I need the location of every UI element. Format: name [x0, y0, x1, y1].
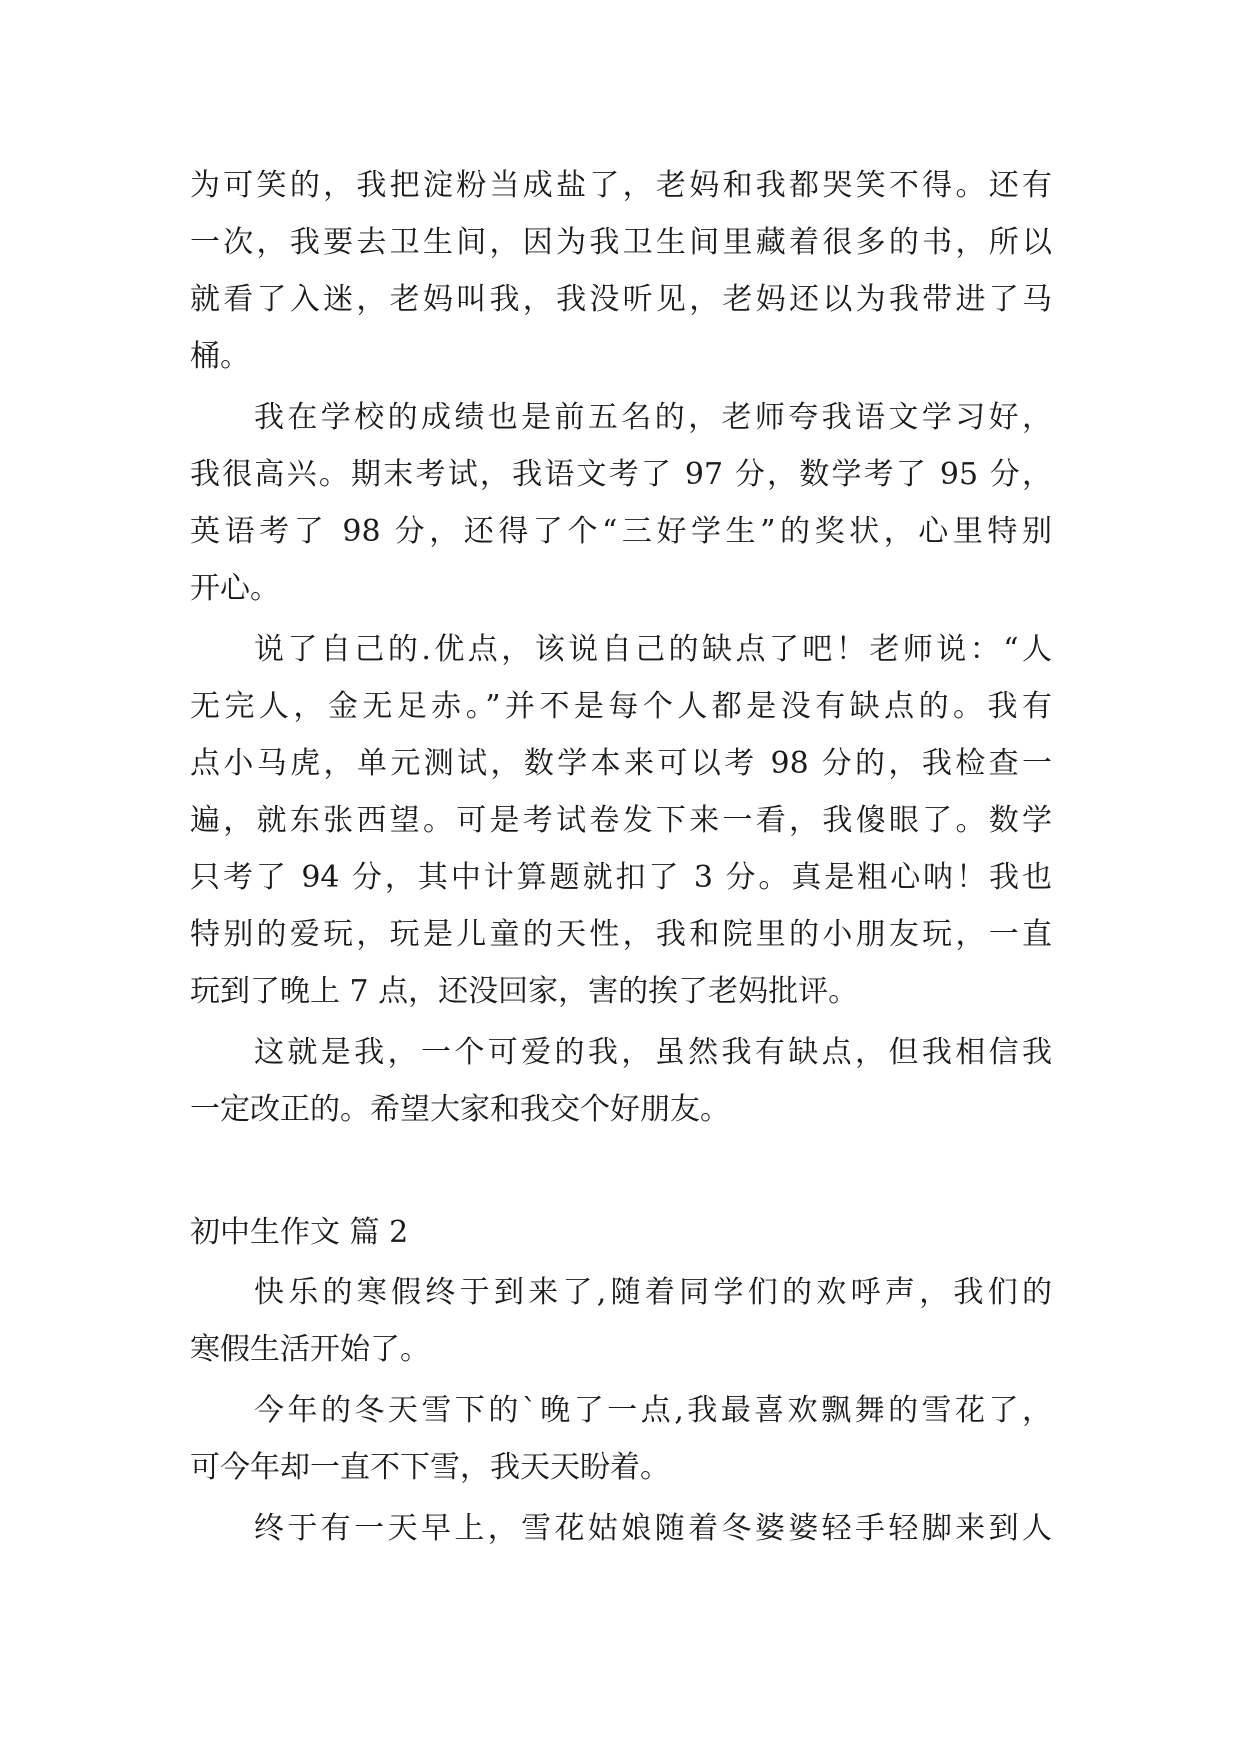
- paragraph-3-line-3: 点小马虎，单元测试，数学本来可以考 98 分的，我检查一: [190, 746, 1052, 781]
- paragraph-1-line-4: 桶。: [190, 339, 250, 374]
- section-paragraph-2-line-2: 可今年却一直不下雪，我天天盼着。: [190, 1450, 670, 1485]
- paragraph-3-line-4: 遍，就东张西望。可是考试卷发下来一看，我傻眼了。数学: [190, 803, 1052, 838]
- section-paragraph-3-line-1: 终于有一天早上，雪花姑娘随着冬婆婆轻手轻脚来到人: [254, 1511, 1052, 1546]
- paragraph-3-line-6: 特别的爱玩，玩是儿童的天性，我和院里的小朋友玩，一直: [190, 917, 1052, 952]
- section-paragraph-2-line-1: 今年的冬天雪下的`晚了一点,我最喜欢飘舞的雪花了，: [254, 1393, 1052, 1428]
- section-paragraph-1-line-1: 快乐的寒假终于到来了,随着同学们的欢呼声，我们的: [254, 1275, 1052, 1310]
- paragraph-2-line-4: 开心。: [190, 571, 280, 606]
- paragraph-3-line-2: 无完人，金无足赤。”并不是每个人都是没有缺点的。我有: [190, 689, 1052, 724]
- paragraph-3-line-7: 玩到了晚上 7 点，还没回家，害的挨了老妈批评。: [190, 974, 859, 1009]
- paragraph-1-line-3: 就看了入迷，老妈叫我，我没听见，老妈还以为我带进了马: [190, 282, 1052, 317]
- paragraph-2-line-3: 英语考了 98 分，还得了个“三好学生”的奖状，心里特别: [190, 514, 1052, 549]
- paragraph-4-line-1: 这就是我，一个可爱的我，虽然我有缺点，但我相信我: [254, 1035, 1052, 1070]
- paragraph-4-line-2: 一定改正的。希望大家和我交个好朋友。: [190, 1092, 730, 1127]
- paragraph-2-line-2: 我很高兴。期末考试，我语文考了 97 分，数学考了 95 分，: [190, 457, 1052, 492]
- paragraph-3-line-1: 说了自己的.优点，该说自己的缺点了吧！老师说：“人: [254, 632, 1052, 667]
- paragraph-2-line-1: 我在学校的成绩也是前五名的，老师夸我语文学习好，: [254, 400, 1052, 435]
- paragraph-3-line-5: 只考了 94 分，其中计算题就扣了 3 分。真是粗心呐！我也: [190, 860, 1052, 895]
- section-paragraph-1-line-2: 寒假生活开始了。: [190, 1332, 430, 1367]
- paragraph-1-line-2: 一次，我要去卫生间，因为我卫生间里藏着很多的书，所以: [190, 225, 1052, 260]
- paragraph-1-line-1: 为可笑的，我把淀粉当成盐了，老妈和我都哭笑不得。还有: [190, 168, 1052, 203]
- section-heading: 初中生作文 篇 2: [190, 1215, 409, 1250]
